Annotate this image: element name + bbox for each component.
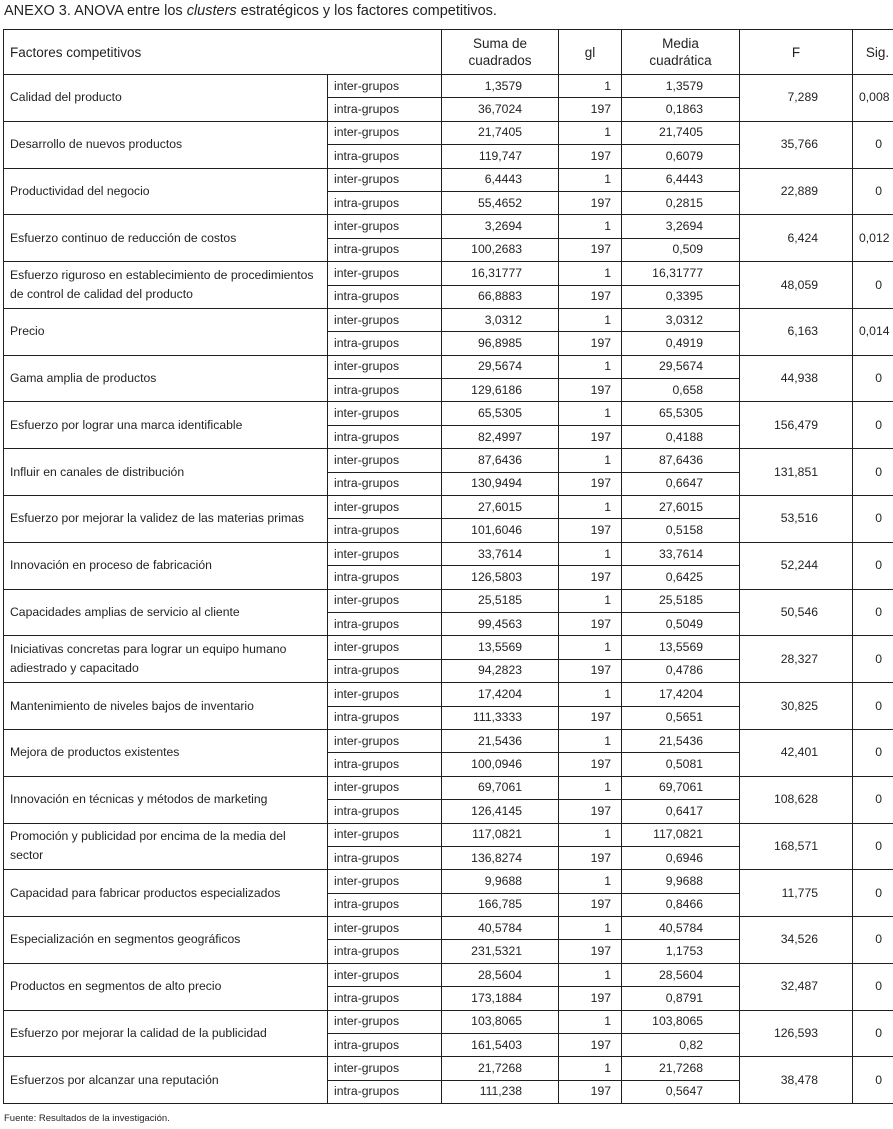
gl-value: 1 bbox=[559, 542, 622, 565]
table-row bbox=[4, 683, 893, 706]
media-cuadratica: 40,5784 bbox=[622, 917, 740, 940]
f-value: 50,546 bbox=[740, 589, 853, 636]
group-label: inter-grupos bbox=[328, 262, 442, 285]
sig-value: 0 bbox=[853, 1010, 893, 1057]
group-label: inter-grupos bbox=[328, 168, 442, 191]
group-label: inter-grupos bbox=[328, 402, 442, 425]
group-label: intra-grupos bbox=[328, 191, 442, 214]
media-cuadratica: 0,6425 bbox=[622, 566, 740, 589]
sig-value: 0 bbox=[853, 168, 893, 215]
header-f: F bbox=[740, 30, 853, 75]
gl-value: 197 bbox=[559, 1034, 622, 1057]
group-label: intra-grupos bbox=[328, 846, 442, 869]
gl-value: 1 bbox=[559, 1010, 622, 1033]
suma-cuadrados: 129,6186 bbox=[442, 379, 559, 402]
media-cuadratica: 3,2694 bbox=[622, 215, 740, 238]
table-row bbox=[4, 496, 893, 519]
suma-cuadrados: 9,9688 bbox=[442, 870, 559, 893]
group-label: inter-grupos bbox=[328, 1057, 442, 1080]
f-value: 131,851 bbox=[740, 449, 853, 496]
gl-value: 197 bbox=[559, 191, 622, 214]
table-row bbox=[4, 449, 893, 472]
media-cuadratica: 0,5647 bbox=[622, 1080, 740, 1103]
table-title-suffix: estratégicos y los factores competitivos. bbox=[236, 3, 497, 19]
media-cuadratica: 0,82 bbox=[622, 1034, 740, 1057]
gl-value: 197 bbox=[559, 800, 622, 823]
suma-cuadrados: 82,4997 bbox=[442, 425, 559, 448]
media-cuadratica: 27,6015 bbox=[622, 496, 740, 519]
gl-value: 1 bbox=[559, 963, 622, 986]
media-cuadratica: 0,5049 bbox=[622, 612, 740, 635]
sig-value: 0 bbox=[853, 729, 893, 776]
gl-value: 1 bbox=[559, 683, 622, 706]
suma-cuadrados: 111,238 bbox=[442, 1080, 559, 1103]
gl-value: 197 bbox=[559, 706, 622, 729]
gl-value: 197 bbox=[559, 238, 622, 261]
gl-value: 197 bbox=[559, 425, 622, 448]
sig-value: 0 bbox=[853, 262, 893, 309]
gl-value: 1 bbox=[559, 729, 622, 752]
media-cuadratica: 16,31777 bbox=[622, 262, 740, 285]
f-value: 42,401 bbox=[740, 729, 853, 776]
media-cuadratica: 0,5158 bbox=[622, 519, 740, 542]
gl-value: 1 bbox=[559, 917, 622, 940]
gl-value: 1 bbox=[559, 402, 622, 425]
table-title bbox=[4, 3, 497, 19]
media-cuadratica: 0,8791 bbox=[622, 987, 740, 1010]
suma-cuadrados: 21,7405 bbox=[442, 121, 559, 144]
suma-cuadrados: 130,9494 bbox=[442, 472, 559, 495]
gl-value: 1 bbox=[559, 308, 622, 331]
media-cuadratica: 0,5081 bbox=[622, 753, 740, 776]
suma-cuadrados: 21,7268 bbox=[442, 1057, 559, 1080]
f-value: 35,766 bbox=[740, 121, 853, 168]
f-value: 22,889 bbox=[740, 168, 853, 215]
gl-value: 1 bbox=[559, 355, 622, 378]
gl-value: 1 bbox=[559, 496, 622, 519]
factor-name: Productos en segmentos de alto precio bbox=[4, 963, 328, 1010]
table-row bbox=[4, 75, 893, 98]
table-title-emphasis: clusters bbox=[186, 3, 237, 19]
media-cuadratica: 0,8466 bbox=[622, 893, 740, 916]
factor-name: Iniciativas concretas para lograr un equipo humano adiestrado y capacitado bbox=[4, 636, 328, 683]
suma-cuadrados: 16,31777 bbox=[442, 262, 559, 285]
table-row bbox=[4, 262, 893, 285]
suma-cuadrados: 136,8274 bbox=[442, 846, 559, 869]
group-label: inter-grupos bbox=[328, 542, 442, 565]
group-label: inter-grupos bbox=[328, 589, 442, 612]
gl-value: 1 bbox=[559, 589, 622, 612]
suma-cuadrados: 3,2694 bbox=[442, 215, 559, 238]
factor-name: Promoción y publicidad por encima de la media del sector bbox=[4, 823, 328, 870]
gl-value: 197 bbox=[559, 753, 622, 776]
suma-cuadrados: 25,5185 bbox=[442, 589, 559, 612]
suma-cuadrados: 126,4145 bbox=[442, 800, 559, 823]
suma-cuadrados: 55,4652 bbox=[442, 191, 559, 214]
table-row bbox=[4, 1057, 893, 1080]
suma-cuadrados: 101,6046 bbox=[442, 519, 559, 542]
media-cuadratica: 28,5604 bbox=[622, 963, 740, 986]
group-label: inter-grupos bbox=[328, 729, 442, 752]
group-label: intra-grupos bbox=[328, 800, 442, 823]
suma-cuadrados: 29,5674 bbox=[442, 355, 559, 378]
group-label: intra-grupos bbox=[328, 1034, 442, 1057]
gl-value: 1 bbox=[559, 1057, 622, 1080]
group-label: intra-grupos bbox=[328, 893, 442, 916]
table-row bbox=[4, 636, 893, 659]
table-row bbox=[4, 729, 893, 752]
f-value: 156,479 bbox=[740, 402, 853, 449]
table-title-prefix: ANEXO 3. ANOVA entre los bbox=[4, 3, 187, 19]
sig-value: 0 bbox=[853, 589, 893, 636]
factor-name: Esfuerzo continuo de reducción de costos bbox=[4, 215, 328, 262]
factor-name: Innovación en proceso de fabricación bbox=[4, 542, 328, 589]
sig-value: 0 bbox=[853, 823, 893, 870]
gl-value: 1 bbox=[559, 121, 622, 144]
suma-cuadrados: 6,4443 bbox=[442, 168, 559, 191]
f-value: 168,571 bbox=[740, 823, 853, 870]
sig-value: 0 bbox=[853, 917, 893, 964]
table-row bbox=[4, 823, 893, 846]
suma-cuadrados: 69,7061 bbox=[442, 776, 559, 799]
group-label: intra-grupos bbox=[328, 238, 442, 261]
group-label: intra-grupos bbox=[328, 753, 442, 776]
suma-cuadrados: 66,8883 bbox=[442, 285, 559, 308]
media-cuadratica: 1,3579 bbox=[622, 75, 740, 98]
table-row bbox=[4, 308, 893, 331]
media-cuadratica: 117,0821 bbox=[622, 823, 740, 846]
gl-value: 197 bbox=[559, 332, 622, 355]
media-cuadratica: 0,5651 bbox=[622, 706, 740, 729]
media-cuadratica: 0,3395 bbox=[622, 285, 740, 308]
factor-name: Capacidad para fabricar productos especializados bbox=[4, 870, 328, 917]
media-cuadratica: 0,6647 bbox=[622, 472, 740, 495]
header-media-line1: Media bbox=[662, 36, 699, 51]
media-cuadratica: 0,2815 bbox=[622, 191, 740, 214]
media-cuadratica: 0,658 bbox=[622, 379, 740, 402]
sig-value: 0 bbox=[853, 121, 893, 168]
anova-table bbox=[3, 29, 893, 1104]
f-value: 6,424 bbox=[740, 215, 853, 262]
gl-value: 197 bbox=[559, 612, 622, 635]
factor-name: Mejora de productos existentes bbox=[4, 729, 328, 776]
f-value: 6,163 bbox=[740, 308, 853, 355]
gl-value: 197 bbox=[559, 659, 622, 682]
gl-value: 197 bbox=[559, 987, 622, 1010]
factor-name: Desarrollo de nuevos productos bbox=[4, 121, 328, 168]
header-row bbox=[4, 30, 893, 75]
group-label: intra-grupos bbox=[328, 987, 442, 1010]
group-label: intra-grupos bbox=[328, 145, 442, 168]
factor-name: Innovación en técnicas y métodos de marketing bbox=[4, 776, 328, 823]
suma-cuadrados: 117,0821 bbox=[442, 823, 559, 846]
suma-cuadrados: 87,6436 bbox=[442, 449, 559, 472]
factor-name: Productividad del negocio bbox=[4, 168, 328, 215]
factor-name: Esfuerzo riguroso en establecimiento de procedimientos de control de calidad del producto bbox=[4, 262, 328, 309]
factor-name: Influir en canales de distribución bbox=[4, 449, 328, 496]
media-cuadratica: 21,7405 bbox=[622, 121, 740, 144]
table-row bbox=[4, 963, 893, 986]
group-label: intra-grupos bbox=[328, 706, 442, 729]
suma-cuadrados: 231,5321 bbox=[442, 940, 559, 963]
f-value: 126,593 bbox=[740, 1010, 853, 1057]
table-row bbox=[4, 1010, 893, 1033]
table-row bbox=[4, 215, 893, 238]
gl-value: 197 bbox=[559, 519, 622, 542]
f-value: 48,059 bbox=[740, 262, 853, 309]
suma-cuadrados: 111,3333 bbox=[442, 706, 559, 729]
group-label: inter-grupos bbox=[328, 636, 442, 659]
factor-name: Calidad del producto bbox=[4, 75, 328, 122]
suma-cuadrados: 17,4204 bbox=[442, 683, 559, 706]
f-value: 32,487 bbox=[740, 963, 853, 1010]
group-label: inter-grupos bbox=[328, 449, 442, 472]
header-suma-line2: cuadrados bbox=[468, 53, 532, 68]
media-cuadratica: 0,4786 bbox=[622, 659, 740, 682]
source-note: Fuente: Resultados de la investigación. bbox=[4, 1113, 170, 1124]
gl-value: 1 bbox=[559, 215, 622, 238]
media-cuadratica: 3,0312 bbox=[622, 308, 740, 331]
suma-cuadrados: 96,8985 bbox=[442, 332, 559, 355]
sig-value: 0 bbox=[853, 355, 893, 402]
suma-cuadrados: 28,5604 bbox=[442, 963, 559, 986]
gl-value: 1 bbox=[559, 168, 622, 191]
group-label: intra-grupos bbox=[328, 472, 442, 495]
header-factor: Factores competitivos bbox=[4, 30, 442, 75]
media-cuadratica: 87,6436 bbox=[622, 449, 740, 472]
gl-value: 1 bbox=[559, 870, 622, 893]
gl-value: 197 bbox=[559, 893, 622, 916]
gl-value: 1 bbox=[559, 823, 622, 846]
header-gl: gl bbox=[559, 30, 622, 75]
media-cuadratica: 21,5436 bbox=[622, 729, 740, 752]
group-label: inter-grupos bbox=[328, 683, 442, 706]
sig-value: 0,014 bbox=[853, 308, 893, 355]
media-cuadratica: 9,9688 bbox=[622, 870, 740, 893]
gl-value: 1 bbox=[559, 449, 622, 472]
factor-name: Gama amplia de productos bbox=[4, 355, 328, 402]
gl-value: 197 bbox=[559, 98, 622, 121]
factor-name: Precio bbox=[4, 308, 328, 355]
f-value: 108,628 bbox=[740, 776, 853, 823]
group-label: intra-grupos bbox=[328, 332, 442, 355]
sig-value: 0 bbox=[853, 870, 893, 917]
group-label: intra-grupos bbox=[328, 425, 442, 448]
table-row bbox=[4, 121, 893, 144]
suma-cuadrados: 94,2823 bbox=[442, 659, 559, 682]
table-row bbox=[4, 776, 893, 799]
sig-value: 0,012 bbox=[853, 215, 893, 262]
suma-cuadrados: 173,1884 bbox=[442, 987, 559, 1010]
header-suma-line1: Suma de bbox=[472, 36, 528, 51]
sig-value: 0,008 bbox=[853, 75, 893, 122]
table-row bbox=[4, 168, 893, 191]
group-label: intra-grupos bbox=[328, 98, 442, 121]
suma-cuadrados: 103,8065 bbox=[442, 1010, 559, 1033]
sig-value: 0 bbox=[853, 776, 893, 823]
suma-cuadrados: 40,5784 bbox=[442, 917, 559, 940]
table-row bbox=[4, 589, 893, 612]
group-label: inter-grupos bbox=[328, 1010, 442, 1033]
group-label: intra-grupos bbox=[328, 940, 442, 963]
factor-name: Mantenimiento de niveles bajos de inventario bbox=[4, 683, 328, 730]
suma-cuadrados: 166,785 bbox=[442, 893, 559, 916]
suma-cuadrados: 119,747 bbox=[442, 145, 559, 168]
gl-value: 197 bbox=[559, 472, 622, 495]
media-cuadratica: 69,7061 bbox=[622, 776, 740, 799]
media-cuadratica: 6,4443 bbox=[622, 168, 740, 191]
group-label: intra-grupos bbox=[328, 379, 442, 402]
media-cuadratica: 0,6946 bbox=[622, 846, 740, 869]
group-label: inter-grupos bbox=[328, 823, 442, 846]
group-label: inter-grupos bbox=[328, 496, 442, 519]
suma-cuadrados: 33,7614 bbox=[442, 542, 559, 565]
suma-cuadrados: 21,5436 bbox=[442, 729, 559, 752]
f-value: 11,775 bbox=[740, 870, 853, 917]
gl-value: 1 bbox=[559, 75, 622, 98]
gl-value: 197 bbox=[559, 285, 622, 308]
media-cuadratica: 29,5674 bbox=[622, 355, 740, 378]
media-cuadratica: 0,4919 bbox=[622, 332, 740, 355]
suma-cuadrados: 36,7024 bbox=[442, 98, 559, 121]
sig-value: 0 bbox=[853, 636, 893, 683]
suma-cuadrados: 100,0946 bbox=[442, 753, 559, 776]
sig-value: 0 bbox=[853, 683, 893, 730]
group-label: intra-grupos bbox=[328, 519, 442, 542]
table-row bbox=[4, 402, 893, 425]
suma-cuadrados: 27,6015 bbox=[442, 496, 559, 519]
suma-cuadrados: 100,2683 bbox=[442, 238, 559, 261]
factor-name: Capacidades amplias de servicio al cliente bbox=[4, 589, 328, 636]
suma-cuadrados: 126,5803 bbox=[442, 566, 559, 589]
group-label: inter-grupos bbox=[328, 215, 442, 238]
group-label: inter-grupos bbox=[328, 870, 442, 893]
header-sig: Sig. bbox=[853, 30, 893, 75]
factor-name: Esfuerzo por lograr una marca identificable bbox=[4, 402, 328, 449]
table-row bbox=[4, 542, 893, 565]
suma-cuadrados: 3,0312 bbox=[442, 308, 559, 331]
media-cuadratica: 0,4188 bbox=[622, 425, 740, 448]
f-value: 28,327 bbox=[740, 636, 853, 683]
media-cuadratica: 0,1863 bbox=[622, 98, 740, 121]
gl-value: 1 bbox=[559, 262, 622, 285]
gl-value: 1 bbox=[559, 776, 622, 799]
sig-value: 0 bbox=[853, 963, 893, 1010]
f-value: 44,938 bbox=[740, 355, 853, 402]
media-cuadratica: 13,5569 bbox=[622, 636, 740, 659]
group-label: inter-grupos bbox=[328, 963, 442, 986]
factor-name: Esfuerzo por mejorar la validez de las materias primas bbox=[4, 496, 328, 543]
media-cuadratica: 1,1753 bbox=[622, 940, 740, 963]
f-value: 7,289 bbox=[740, 75, 853, 122]
gl-value: 197 bbox=[559, 566, 622, 589]
suma-cuadrados: 1,3579 bbox=[442, 75, 559, 98]
group-label: inter-grupos bbox=[328, 308, 442, 331]
suma-cuadrados: 99,4563 bbox=[442, 612, 559, 635]
media-cuadratica: 33,7614 bbox=[622, 542, 740, 565]
f-value: 53,516 bbox=[740, 496, 853, 543]
header-media bbox=[622, 30, 740, 75]
f-value: 52,244 bbox=[740, 542, 853, 589]
group-label: intra-grupos bbox=[328, 285, 442, 308]
factor-name: Esfuerzo por mejorar la calidad de la publicidad bbox=[4, 1010, 328, 1057]
gl-value: 197 bbox=[559, 145, 622, 168]
sig-value: 0 bbox=[853, 496, 893, 543]
gl-value: 197 bbox=[559, 940, 622, 963]
factor-name: Especialización en segmentos geográficos bbox=[4, 917, 328, 964]
factor-name: Esfuerzos por alcanzar una reputación bbox=[4, 1057, 328, 1104]
suma-cuadrados: 13,5569 bbox=[442, 636, 559, 659]
group-label: inter-grupos bbox=[328, 355, 442, 378]
group-label: inter-grupos bbox=[328, 121, 442, 144]
group-label: inter-grupos bbox=[328, 776, 442, 799]
table-row bbox=[4, 870, 893, 893]
group-label: intra-grupos bbox=[328, 612, 442, 635]
media-cuadratica: 0,6079 bbox=[622, 145, 740, 168]
gl-value: 197 bbox=[559, 379, 622, 402]
f-value: 34,526 bbox=[740, 917, 853, 964]
group-label: intra-grupos bbox=[328, 659, 442, 682]
sig-value: 0 bbox=[853, 542, 893, 589]
gl-value: 197 bbox=[559, 1080, 622, 1103]
header-suma bbox=[442, 30, 559, 75]
gl-value: 197 bbox=[559, 846, 622, 869]
f-value: 30,825 bbox=[740, 683, 853, 730]
table-row bbox=[4, 355, 893, 378]
table-row bbox=[4, 917, 893, 940]
group-label: intra-grupos bbox=[328, 566, 442, 589]
sig-value: 0 bbox=[853, 449, 893, 496]
f-value: 38,478 bbox=[740, 1057, 853, 1104]
suma-cuadrados: 65,5305 bbox=[442, 402, 559, 425]
group-label: inter-grupos bbox=[328, 75, 442, 98]
sig-value: 0 bbox=[853, 1057, 893, 1104]
media-cuadratica: 0,6417 bbox=[622, 800, 740, 823]
group-label: intra-grupos bbox=[328, 1080, 442, 1103]
suma-cuadrados: 161,5403 bbox=[442, 1034, 559, 1057]
media-cuadratica: 65,5305 bbox=[622, 402, 740, 425]
media-cuadratica: 21,7268 bbox=[622, 1057, 740, 1080]
media-cuadratica: 25,5185 bbox=[622, 589, 740, 612]
group-label: inter-grupos bbox=[328, 917, 442, 940]
table-body bbox=[4, 75, 893, 1104]
sig-value: 0 bbox=[853, 402, 893, 449]
media-cuadratica: 0,509 bbox=[622, 238, 740, 261]
gl-value: 1 bbox=[559, 636, 622, 659]
media-cuadratica: 103,8065 bbox=[622, 1010, 740, 1033]
header-media-line2: cuadrática bbox=[649, 53, 712, 68]
media-cuadratica: 17,4204 bbox=[622, 683, 740, 706]
